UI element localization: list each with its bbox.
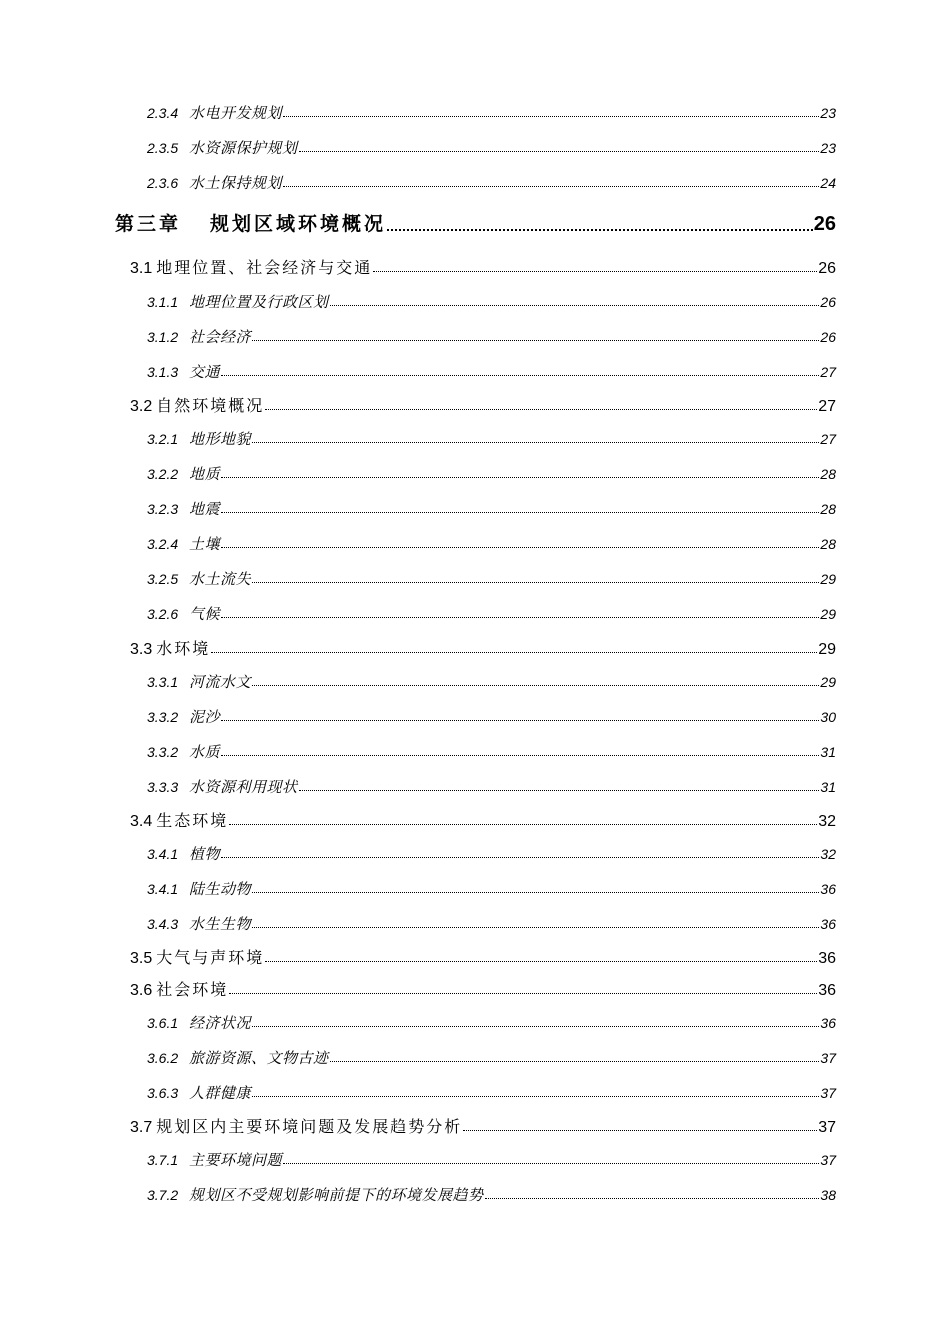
- toc-section-entry[interactable]: [130, 255, 836, 277]
- toc-entry-number: 2.3.4: [147, 105, 179, 121]
- dot-leader: [252, 1012, 819, 1032]
- toc-entry[interactable]: [147, 741, 836, 761]
- dot-leader: [265, 945, 817, 967]
- toc-entry-title: 水资源利用现状: [189, 778, 298, 796]
- toc-entry-number: 3.6.1: [147, 1015, 179, 1031]
- dot-leader: [252, 568, 819, 588]
- dot-leader: [252, 428, 819, 448]
- toc-entry-title: 地理位置及行政区划: [189, 293, 329, 311]
- toc-entry-number: 3.7.2: [147, 1187, 179, 1203]
- toc-entry[interactable]: [147, 1184, 836, 1204]
- toc-entry-title: 植物: [189, 845, 221, 863]
- toc-entry[interactable]: [147, 1149, 836, 1169]
- toc-entry[interactable]: [147, 291, 836, 311]
- toc-entry-page: 29: [820, 606, 836, 622]
- toc-entry-title: 河流水文: [189, 673, 252, 691]
- toc-entry-page: 32: [820, 846, 836, 862]
- toc-entry-page: 28: [820, 536, 836, 552]
- toc-entry-number: 3.7.1: [147, 1152, 179, 1168]
- toc-entry[interactable]: [147, 102, 836, 122]
- toc-section-title: 社会环境: [156, 980, 229, 999]
- dot-leader: [330, 291, 820, 311]
- dot-leader: [299, 137, 820, 157]
- toc-entry-number: 3.3.1: [147, 674, 179, 690]
- toc-entry-number: 3.2.1: [147, 431, 179, 447]
- dot-leader: [299, 776, 820, 796]
- toc-section-entry[interactable]: [130, 808, 836, 830]
- toc-chapter-title: 规划区域环境概况: [210, 213, 387, 235]
- toc-entry-number: 3.1.3: [147, 364, 179, 380]
- toc-section-page: 26: [818, 260, 836, 277]
- toc-section-number: 3.3: [130, 641, 153, 658]
- dot-leader: [221, 843, 819, 863]
- toc-section-number: 3.7: [130, 1119, 153, 1136]
- toc-section-page: 36: [818, 982, 836, 999]
- toc-entry-page: 26: [820, 294, 836, 310]
- toc-section-title: 生态环境: [156, 811, 229, 830]
- dot-leader: [252, 913, 819, 933]
- toc-section-number: 3.4: [130, 813, 153, 830]
- toc-entry-number: 3.6.3: [147, 1085, 179, 1101]
- toc-entry-page: 27: [820, 364, 836, 380]
- toc-entry-number: 3.2.6: [147, 606, 179, 622]
- toc-entry-page: 36: [820, 916, 836, 932]
- toc-entry[interactable]: [147, 172, 836, 192]
- toc-entry[interactable]: [147, 1047, 836, 1067]
- toc-entry-title: 水生生物: [189, 915, 252, 933]
- toc-entry-page: 30: [820, 709, 836, 725]
- toc-entry-page: 36: [820, 881, 836, 897]
- toc-entry-number: 3.3.2: [147, 744, 179, 760]
- toc-entry[interactable]: [147, 776, 836, 796]
- toc-entry-number: 3.1.2: [147, 329, 179, 345]
- toc-entry-number: 3.4.3: [147, 916, 179, 932]
- toc-entry-number: 3.2.5: [147, 571, 179, 587]
- dot-leader: [283, 172, 819, 192]
- toc-entry-page: 28: [820, 466, 836, 482]
- toc-entry[interactable]: [147, 568, 836, 588]
- toc-section-title: 地理位置、社会经济与交通: [156, 258, 373, 277]
- toc-entry[interactable]: [147, 1012, 836, 1032]
- dot-leader: [330, 1047, 820, 1067]
- toc-entry-number: 3.2.3: [147, 501, 179, 517]
- toc-entry-number: 3.1.1: [147, 294, 179, 310]
- toc-entry-number: 3.3.2: [147, 709, 179, 725]
- toc-entry[interactable]: [147, 463, 836, 483]
- toc-section-number: 3.2: [130, 398, 153, 415]
- toc-entry[interactable]: [147, 878, 836, 898]
- toc-section-number: 3.1: [130, 260, 153, 277]
- toc-entry-page: 26: [820, 329, 836, 345]
- toc-entry-title: 地形地貌: [189, 430, 252, 448]
- dot-leader: [252, 326, 819, 346]
- toc-entry-title: 规划区不受规划影响前提下的环境发展趋势: [189, 1186, 484, 1204]
- toc-entry-page: 23: [820, 140, 836, 156]
- toc-entry-page: 29: [820, 674, 836, 690]
- toc-entry-title: 水质: [189, 743, 221, 761]
- toc-section-page: 37: [818, 1119, 836, 1136]
- toc-entry-title: 土壤: [189, 535, 221, 553]
- toc-entry-title: 旅游资源、文物古迹: [189, 1049, 329, 1067]
- toc-section-title: 自然环境概况: [156, 396, 265, 415]
- toc-entry-page: 37: [820, 1085, 836, 1101]
- toc-entry-title: 社会经济: [189, 328, 252, 346]
- dot-leader: [283, 1149, 819, 1169]
- toc-entry-number: 3.3.3: [147, 779, 179, 795]
- dot-leader: [373, 255, 817, 277]
- toc-section-title: 水环境: [156, 639, 211, 658]
- dot-leader: [485, 1184, 820, 1204]
- toc-section-page: 36: [818, 950, 836, 967]
- toc-entry-title: 水电开发规划: [189, 104, 283, 122]
- toc-chapter-entry[interactable]: [115, 209, 836, 237]
- dot-leader: [252, 671, 819, 691]
- toc-section-entry[interactable]: [130, 1114, 836, 1136]
- toc-section-title: 大气与声环境: [156, 948, 265, 967]
- toc-section-number: 3.5: [130, 950, 153, 967]
- dot-leader: [221, 741, 819, 761]
- toc-entry-page: 24: [820, 175, 836, 191]
- dot-leader: [265, 393, 817, 415]
- dot-leader: [252, 878, 819, 898]
- toc-entry-title: 经济状况: [189, 1014, 252, 1032]
- toc-entry[interactable]: [147, 137, 836, 157]
- toc-entry[interactable]: [147, 361, 836, 381]
- toc-section-entry[interactable]: [130, 393, 836, 415]
- dot-leader: [229, 977, 817, 999]
- toc-entry-page: 31: [820, 744, 836, 760]
- dot-leader: [463, 1114, 817, 1136]
- toc-entry-page: 23: [820, 105, 836, 121]
- toc-entry-page: 37: [820, 1152, 836, 1168]
- toc-entry-title: 水土保持规划: [189, 174, 283, 192]
- toc-entry[interactable]: [147, 706, 836, 726]
- toc-entry-title: 泥沙: [189, 708, 221, 726]
- dot-leader: [283, 102, 819, 122]
- toc-section-entry[interactable]: [130, 977, 836, 999]
- dot-leader: [211, 636, 817, 658]
- toc-entry-page: 28: [820, 501, 836, 517]
- toc-entry-title: 水土流失: [189, 570, 252, 588]
- dot-leader: [221, 706, 819, 726]
- toc-section-entry[interactable]: [130, 945, 836, 967]
- toc-entry-page: 31: [820, 779, 836, 795]
- toc-entry-title: 人群健康: [189, 1084, 252, 1102]
- toc-entry-title: 主要环境问题: [189, 1151, 283, 1169]
- toc-entry-number: 3.2.2: [147, 466, 179, 482]
- toc-entry[interactable]: [147, 603, 836, 623]
- dot-leader: [221, 463, 819, 483]
- dot-leader: [221, 361, 819, 381]
- toc-entry-number: 2.3.6: [147, 175, 179, 191]
- toc-entry[interactable]: [147, 533, 836, 553]
- toc-entry-number: 3.2.4: [147, 536, 179, 552]
- toc-entry-page: 38: [820, 1187, 836, 1203]
- toc-entry-title: 地震: [189, 500, 221, 518]
- toc-chapter-number: 第三章: [115, 213, 182, 235]
- toc-entry-page: 37: [820, 1050, 836, 1066]
- toc-section-number: 3.6: [130, 982, 153, 999]
- toc-entry-title: 交通: [189, 363, 221, 381]
- toc-entry[interactable]: [147, 843, 836, 863]
- toc-entry-number: 2.3.5: [147, 140, 179, 156]
- toc-entry[interactable]: [147, 1082, 836, 1102]
- toc-entry-title: 气候: [189, 605, 221, 623]
- toc-section-page: 29: [818, 641, 836, 658]
- dot-leader: [252, 1082, 819, 1102]
- dot-leader: [221, 603, 819, 623]
- toc-entry-number: 3.4.1: [147, 881, 179, 897]
- toc-chapter-page: 26: [813, 213, 836, 235]
- toc-entry-title: 水资源保护规划: [189, 139, 298, 157]
- dot-leader: [221, 498, 819, 518]
- toc-entry[interactable]: [147, 498, 836, 518]
- toc-entry-title: 陆生动物: [189, 880, 252, 898]
- toc-section-title: 规划区内主要环境问题及发展趋势分析: [156, 1117, 463, 1136]
- toc-entry-number: 3.6.2: [147, 1050, 179, 1066]
- toc-entry[interactable]: [147, 326, 836, 346]
- toc-entry-number: 3.4.1: [147, 846, 179, 862]
- dot-leader: [229, 808, 817, 830]
- dot-leader: [387, 209, 813, 237]
- toc-entry-page: 36: [820, 1015, 836, 1031]
- toc-entry-title: 地质: [189, 465, 221, 483]
- toc-entry[interactable]: [147, 428, 836, 448]
- toc-entry[interactable]: [147, 913, 836, 933]
- toc-entry-page: 29: [820, 571, 836, 587]
- toc-entry-page: 27: [820, 431, 836, 447]
- toc-section-entry[interactable]: [130, 636, 836, 658]
- toc-section-page: 27: [818, 398, 836, 415]
- dot-leader: [221, 533, 819, 553]
- toc-section-page: 32: [818, 813, 836, 830]
- toc-entry[interactable]: [147, 671, 836, 691]
